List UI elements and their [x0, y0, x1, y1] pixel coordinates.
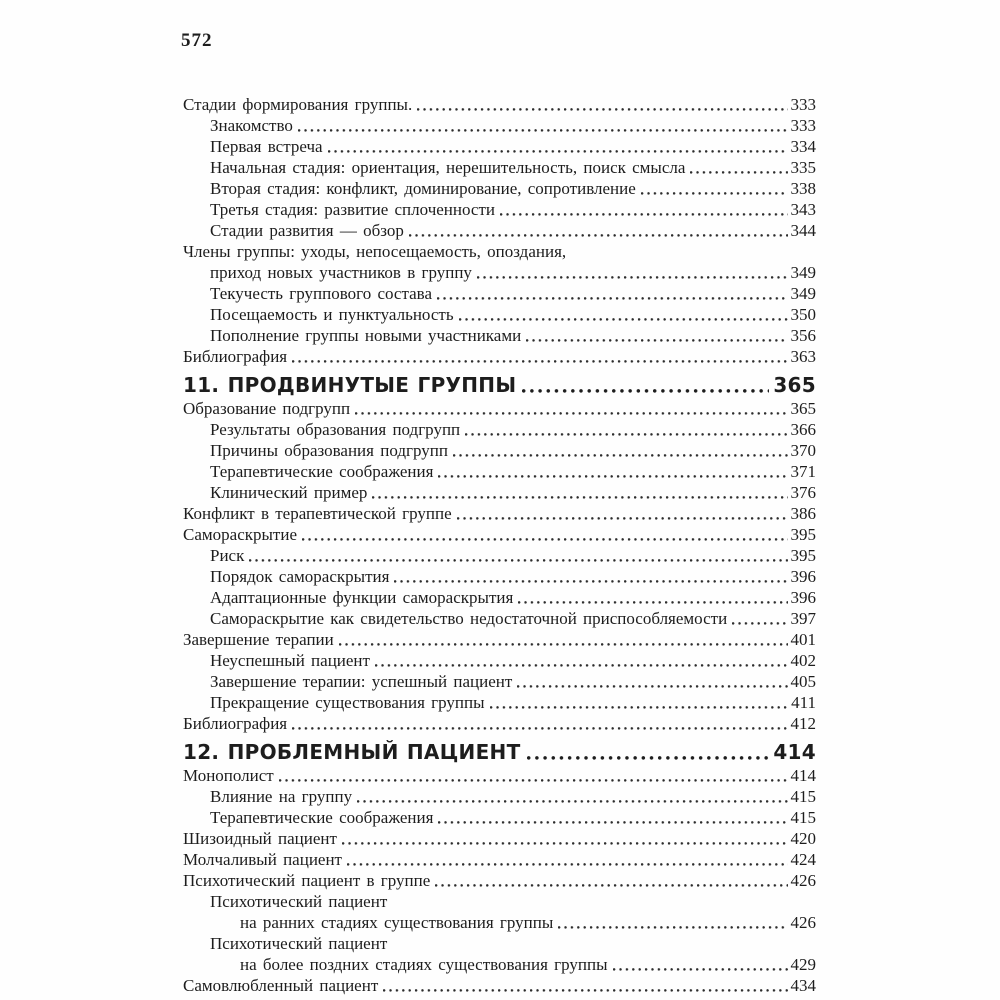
toc-entry	[183, 94, 816, 115]
dot-leader	[465, 433, 787, 436]
toc-entry-label: Терапевтические соображения	[210, 462, 434, 481]
toc-entry	[183, 241, 816, 262]
dot-leader	[453, 454, 788, 457]
toc-entry	[183, 828, 816, 849]
toc-entry-label: Текучесть группового состава	[210, 284, 432, 303]
toc-entry	[183, 954, 816, 975]
toc-entry	[183, 891, 816, 912]
toc-entry	[183, 283, 816, 304]
toc-entry-page: 371	[790, 462, 816, 481]
toc-entry	[183, 912, 816, 933]
dot-leader	[249, 559, 787, 562]
toc-entry-page: 402	[790, 651, 816, 670]
toc-entry-page: 350	[790, 305, 816, 324]
dot-leader	[347, 863, 788, 866]
toc-entry	[183, 566, 816, 587]
dot-leader	[500, 213, 788, 216]
toc-entry-page: 397	[790, 609, 816, 628]
toc-entry-label: Психотический пациент в группе	[183, 871, 431, 890]
toc-entry-page: 405	[790, 672, 816, 691]
toc-entry	[183, 933, 816, 954]
toc-entry	[183, 765, 816, 786]
toc-entry-page: 333	[790, 95, 816, 114]
dot-leader	[342, 842, 788, 845]
dot-leader	[438, 475, 787, 478]
toc-entry-page: 420	[790, 829, 816, 848]
toc-entry	[183, 807, 816, 828]
toc-entry-page: 426	[790, 913, 816, 932]
toc-entry-label: Самораскрытие как свидетельство недостаточной приспособляемости	[210, 609, 728, 628]
toc-entry-label: Результаты образования подгрупп	[210, 420, 461, 439]
dot-leader	[409, 234, 788, 237]
toc-entry-page: 395	[790, 525, 816, 544]
dot-leader	[372, 496, 787, 499]
toc-entry-page: 356	[790, 326, 816, 345]
running-page-number: 572	[181, 30, 213, 51]
dot-leader	[417, 108, 787, 111]
toc-entry	[183, 419, 816, 440]
dot-leader	[732, 622, 787, 625]
toc-entry	[183, 629, 816, 650]
dot-leader	[527, 756, 770, 760]
toc-entry	[183, 671, 816, 692]
toc-chapter-heading	[183, 739, 816, 765]
toc-entry-page: 426	[790, 871, 816, 890]
toc-entry	[183, 220, 816, 241]
dot-leader	[477, 276, 788, 279]
toc-entry-page: 365	[790, 399, 816, 418]
dot-leader	[298, 129, 788, 132]
toc-entry	[183, 398, 816, 419]
toc-entry	[183, 524, 816, 545]
toc-entry	[183, 304, 816, 325]
dot-leader	[302, 538, 788, 541]
toc-entry-label: Знакомство	[210, 116, 293, 135]
toc-entry-label: Пополнение группы новыми участниками	[210, 326, 522, 345]
toc-entry-label: Члены группы: уходы, непосещаемость, опоздания,	[183, 242, 567, 261]
toc-entry	[183, 325, 816, 346]
toc-entry-label: на ранних стадиях существования группы	[240, 913, 554, 932]
dot-leader	[279, 779, 788, 782]
toc-entry-label: приход новых участников в группу	[210, 263, 472, 282]
toc-entry	[183, 587, 816, 608]
dot-leader	[355, 412, 787, 415]
toc-entry-page: 376	[790, 483, 816, 502]
toc-entry	[183, 786, 816, 807]
toc-entry-page: 396	[790, 588, 816, 607]
dot-leader	[438, 821, 787, 824]
dot-leader	[459, 318, 788, 321]
toc-entry-page: 343	[790, 200, 816, 219]
toc-entry	[183, 136, 816, 157]
toc-entry-label: 11. ПРОДВИНУТЫЕ ГРУППЫ	[183, 373, 517, 397]
toc-entry-page: 424	[790, 850, 816, 869]
dot-leader	[690, 171, 787, 174]
toc-entry-label: Завершение терапии: успешный пациент	[210, 672, 513, 691]
toc-entry	[183, 692, 816, 713]
dot-leader	[375, 664, 788, 667]
toc-entry	[183, 650, 816, 671]
toc-entry-page: 412	[790, 714, 816, 733]
toc-entry-label: Библиография	[183, 714, 288, 733]
toc-entry	[183, 975, 816, 996]
toc-entry	[183, 545, 816, 566]
dot-leader	[522, 389, 769, 393]
toc-entry	[183, 870, 816, 891]
toc-entry-page: 395	[790, 546, 816, 565]
toc-entry-label: Монополист	[183, 766, 274, 785]
toc-entry-label: Прекращение существования группы	[210, 693, 485, 712]
dot-leader	[490, 706, 789, 709]
dot-leader	[457, 517, 788, 520]
toc-entry-label: Психотический пациент	[210, 892, 388, 911]
toc-entry-page: 334	[790, 137, 816, 156]
toc-entry-label: Риск	[210, 546, 245, 565]
dot-leader	[292, 727, 787, 730]
toc-entry-label: Психотический пациент	[210, 934, 388, 953]
toc-entry-label: на более поздних стадиях существования группы	[240, 955, 608, 974]
toc-entry-label: 12. ПРОБЛЕМНЫЙ ПАЦИЕНТ	[183, 740, 521, 764]
dot-leader	[526, 339, 787, 342]
toc-entry	[183, 440, 816, 461]
toc-list	[183, 94, 816, 996]
toc-entry-label: Неуспешный пациент	[210, 651, 370, 670]
toc-entry-label: Посещаемость и пунктуальность	[210, 305, 454, 324]
toc-entry-page: 363	[790, 347, 816, 366]
toc-entry-page: 414	[790, 766, 816, 785]
toc-entry-label: Конфликт в терапевтической группе	[183, 504, 452, 523]
dot-leader	[394, 580, 787, 583]
toc-entry-page: 396	[790, 567, 816, 586]
toc-entry-label: Терапевтические соображения	[210, 808, 434, 827]
toc-entry-page: 338	[790, 179, 816, 198]
toc-entry-page: 344	[790, 221, 816, 240]
toc-entry-page: 401	[790, 630, 816, 649]
toc-entry-label: Третья стадия: развитие сплоченности	[210, 200, 495, 219]
toc-entry-page: 414	[773, 740, 816, 764]
toc-entry	[183, 262, 816, 283]
toc-entry-label: Молчаливый пациент	[183, 850, 342, 869]
dot-leader	[558, 926, 787, 929]
toc-chapter-heading	[183, 372, 816, 398]
toc-entry-label: Причины образования подгрупп	[210, 441, 448, 460]
toc-entry	[183, 199, 816, 220]
toc-entry-page: 429	[790, 955, 816, 974]
dot-leader	[435, 884, 787, 887]
dot-leader	[641, 192, 788, 195]
toc-entry-page: 366	[790, 420, 816, 439]
dot-leader	[613, 968, 788, 971]
toc-entry-label: Вторая стадия: конфликт, доминирование, сопротивление	[210, 179, 636, 198]
toc-entry-label: Порядок самораскрытия	[210, 567, 390, 586]
toc-entry-label: Самовлюбленный пациент	[183, 976, 379, 995]
toc-entry-page: 365	[773, 373, 816, 397]
toc-entry-page: 411	[791, 693, 816, 712]
toc-entry-page: 349	[790, 263, 816, 282]
toc-entry	[183, 608, 816, 629]
toc-entry-label: Шизоидный пациент	[183, 829, 337, 848]
toc-entry-label: Клинический пример	[210, 483, 368, 502]
dot-leader	[292, 360, 787, 363]
toc-entry	[183, 849, 816, 870]
toc-entry	[183, 178, 816, 199]
toc-entry-page: 434	[790, 976, 816, 995]
toc-entry-page: 333	[790, 116, 816, 135]
toc-entry	[183, 503, 816, 524]
toc-entry-page: 386	[790, 504, 816, 523]
toc-entry-label: Первая встреча	[210, 137, 323, 156]
toc-entry-label: Образование подгрупп	[183, 399, 351, 418]
toc-entry	[183, 157, 816, 178]
dot-leader	[437, 297, 788, 300]
dot-leader	[328, 150, 788, 153]
dot-leader	[518, 601, 787, 604]
toc-entry-label: Начальная стадия: ориентация, нерешительность, поиск смысла	[210, 158, 686, 177]
toc-entry	[183, 346, 816, 367]
toc-entry-label: Завершение терапии	[183, 630, 334, 649]
toc-entry-label: Самораскрытие	[183, 525, 297, 544]
toc-entry-label: Влияние на группу	[210, 787, 353, 806]
dot-leader	[517, 685, 787, 688]
toc-entry-page: 415	[790, 808, 816, 827]
toc-entry-page: 370	[790, 441, 816, 460]
toc-entry	[183, 482, 816, 503]
dot-leader	[383, 989, 787, 992]
toc-entry-label: Стадии формирования группы.	[183, 95, 413, 114]
toc-entry-page: 335	[790, 158, 816, 177]
toc-entry	[183, 713, 816, 734]
toc-entry	[183, 461, 816, 482]
toc-entry-label: Стадии развития — обзор	[210, 221, 404, 240]
dot-leader	[339, 643, 788, 646]
toc-entry	[183, 115, 816, 136]
toc-entry-page: 415	[790, 787, 816, 806]
toc-entry-page: 349	[790, 284, 816, 303]
toc-entry-label: Адаптационные функции самораскрытия	[210, 588, 514, 607]
dot-leader	[357, 800, 787, 803]
toc-entry-label: Библиография	[183, 347, 288, 366]
